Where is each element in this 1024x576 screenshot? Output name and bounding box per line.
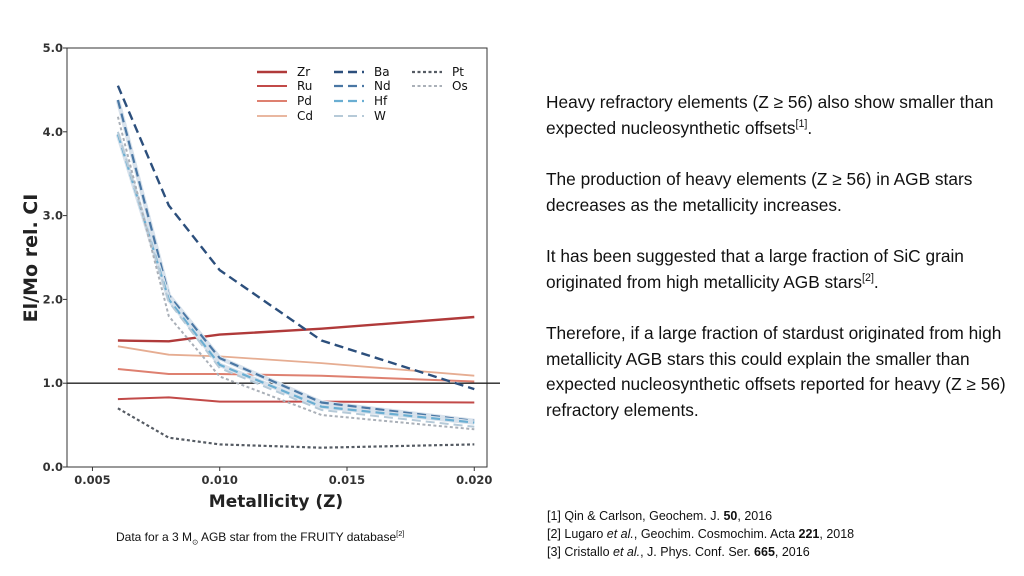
y-axis-ticks (43, 41, 67, 474)
y-axis-title: El/Mo rel. CI (20, 193, 42, 323)
y-tick-label: 5.0 (42, 41, 63, 55)
legend-label-w: W (374, 109, 386, 123)
reference-2: [2] Lugaro et al., Geochim. Cosmochim. Acta 221, 2018 (547, 527, 855, 541)
paragraph-1-end: . (807, 117, 813, 138)
series-ba-line (118, 86, 474, 389)
x-tick-label: 0.005 (74, 473, 111, 487)
series-w-line (118, 132, 474, 427)
paragraph-3-end: . (873, 271, 879, 292)
y-tick-label: 1.0 (42, 376, 63, 391)
chart-caption: Data for a 3 $M_⊙$ AGB star from the FRUITY database[2] (116, 529, 405, 547)
paragraph-3-text: It has been suggested that a large fraction of SiC grain originated from high metallicity AGB stars (546, 246, 964, 292)
paragraph-4: Therefore, if a large fraction of stardust originated from high metallicity AGB stars this could explain the smaller than expected nucleosynthetic offsets reported for heavy (Z ≥ 56) refractory elements. (546, 323, 1006, 420)
citation-caption: [2] (396, 529, 405, 538)
paragraph-2: The production of heavy elements (Z ≥ 56) in AGB stars decreases as the metallicity increases. (546, 169, 973, 215)
series-group (118, 86, 474, 448)
y-tick-label: 0.0 (42, 460, 63, 474)
legend-label-ru: Ru (297, 79, 313, 93)
chart-plot-area (43, 41, 500, 487)
x-tick-label: 0.010 (201, 473, 238, 487)
sun-symbol: ⊙ (192, 537, 199, 547)
x-axis-ticks (74, 467, 492, 487)
legend-label-ba: Ba (374, 65, 390, 79)
legend-label-nd: Nd (374, 79, 391, 93)
paragraph-1-text: Heavy refractory elements (Z ≥ 56) also show smaller than expected nucleosynthetic offsets (546, 92, 994, 138)
y-tick-label: 4.0 (42, 124, 63, 139)
y-tick-label: 3.0 (42, 208, 63, 223)
metallicity-chart (0, 0, 500, 520)
paragraph-1 (546, 90, 1016, 141)
chart-legend (257, 65, 468, 123)
legend-label-os: Os (452, 79, 468, 93)
references (547, 507, 1017, 561)
legend-label-pt: Pt (452, 65, 464, 79)
x-tick-label: 0.020 (456, 473, 493, 487)
paragraph-3 (546, 244, 1016, 295)
legend-label-hf: Hf (374, 94, 388, 108)
plot-frame (67, 48, 487, 467)
citation-1: [1] (795, 117, 808, 130)
reference-3: [3] Cristallo et al., J. Phys. Conf. Ser. 665, 2016 (547, 545, 810, 559)
y-tick-label: 2.0 (42, 292, 63, 307)
explanation-text (546, 90, 1016, 449)
legend-label-cd: Cd (297, 109, 313, 123)
series-os-line (118, 117, 474, 430)
citation-2: [2] (862, 271, 874, 284)
reference-1: [1] Qin & Carlson, Geochem. J. 50, 2016 (547, 509, 773, 523)
legend-label-zr: Zr (297, 65, 311, 79)
legend-label-pd: Pd (297, 94, 312, 108)
x-tick-label: 0.015 (328, 473, 366, 487)
x-axis-title: Metallicity (Z) (208, 492, 344, 512)
